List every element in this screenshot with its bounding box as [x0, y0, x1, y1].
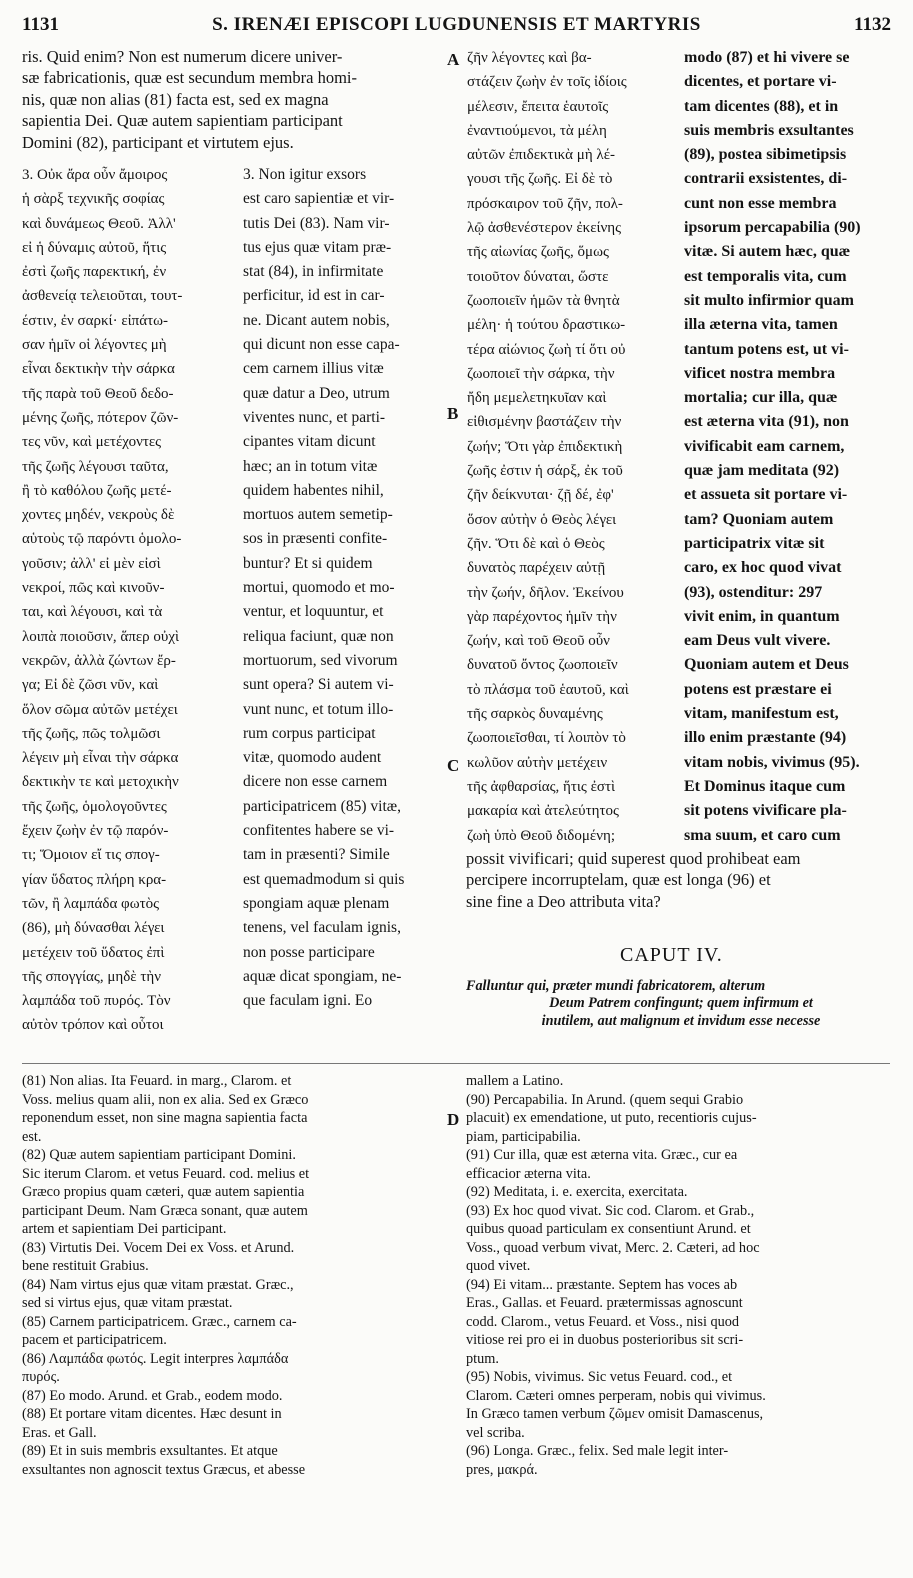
footnote-line: (85) Carnem participatricem. Græc., carnem ca- — [22, 1313, 297, 1330]
footnote-line: Eras., Gallas. et Feuard. prætermissas agnoscunt — [466, 1295, 743, 1311]
footnote-line: participant Deum. Nam Græca sonant, quæ autem — [22, 1202, 308, 1219]
greek-text-line: λέγειν μὴ εἶναι τὴν σάρκα — [22, 750, 179, 767]
footnote-line: (94) Ei vitam... præstante. Septem has voces ab — [466, 1276, 738, 1293]
footnote-line: (88) Et portare vitam dicentes. Hæc desunt in — [22, 1406, 282, 1422]
margin-letter-c: C — [447, 756, 460, 775]
footnote-line: reponendum esset, non sine magna sapientia facta — [22, 1110, 308, 1126]
latin-text-line: quæ datur a Deo, utrum — [243, 384, 390, 402]
greek-text-line: τῆς αἰωνίας ζωῆς, ὅμως — [467, 244, 609, 261]
greek-text-line: τῆς παρὰ τοῦ Θεοῦ δεδο- — [22, 385, 174, 402]
footnote-line: efficacior æterna vita. — [466, 1165, 591, 1182]
footnote-line: est. — [22, 1128, 42, 1145]
latin-text-line: Quoniam autem et Deus — [684, 656, 849, 674]
greek-text-line: μέλη· ἡ τούτου δραστικω- — [467, 317, 626, 334]
running-title: S. IRENÆI EPISCOPI LUGDUNENSIS ET MARTYRIS — [212, 14, 701, 35]
latin-text-line: (89), postea sibimetipsis — [684, 146, 847, 164]
greek-text-line: ἔχειν ζωὴν ἐν τῷ παρόν- — [22, 823, 169, 840]
latin-text-line: sunt opera? Si autem vi- — [243, 676, 394, 694]
footnote-line: Voss. melius quam alii, non ex alia. Sed ex Græco — [22, 1091, 309, 1108]
text-line: sapientia Dei. Quæ autem sapientiam participant — [22, 111, 343, 131]
greek-text-line: ἀσθενείᾳ τελειοῦται, τουτ- — [22, 288, 183, 305]
latin-text-line: sit multo infirmior quam — [684, 291, 854, 309]
footnotes-left-column — [22, 1072, 447, 1479]
greek-text-line: λῷ ἀσθενέστερον ἐκείνης — [467, 220, 622, 237]
latin-text-line: illo enim præstante (94) — [684, 729, 847, 747]
greek-right-column — [467, 46, 667, 848]
latin-middle-column — [243, 163, 443, 1013]
latin-text-line: modo (87) et hi vivere se — [684, 49, 850, 66]
latin-text-line: participatricem (85) vitæ, — [243, 797, 401, 815]
latin-text-line: tenens, vel faculam ignis, — [243, 919, 401, 937]
latin-text-line: participatrix vitæ sit — [684, 534, 825, 552]
latin-text-line: quæ jam meditata (92) — [684, 462, 840, 480]
greek-text-line: τῆς ἀφθαρσίας, ἥτις ἐστὶ — [467, 778, 616, 795]
text-line: nis, quæ non alias (81) facta est, sed ex magna — [22, 89, 329, 109]
greek-text-line: εἰ ἡ δύναμις αὐτοῦ, ἥτις — [22, 239, 167, 256]
latin-text-line: ne. Dicant autem nobis, — [243, 311, 390, 329]
summary-line: Falluntur qui, præter mundi fabricatorem, alterum — [466, 978, 766, 994]
footnote-line: (92) Meditata, i. e. exercita, exercitata. — [466, 1184, 688, 1200]
greek-text-line: ζωοποιεῖν ἡμῶν τὰ θνητὰ — [467, 292, 620, 309]
latin-text-line: sine fine a Deo attributa vita? — [466, 891, 661, 911]
latin-text-line: non posse participare — [243, 943, 375, 961]
footnote-line: ptum. — [466, 1350, 499, 1367]
greek-text-line: αὐτὸν τρόπον καὶ οὗτοι — [22, 1017, 164, 1034]
greek-text-line: τῶν, ἢ λαμπάδα φωτὸς — [22, 895, 160, 912]
latin-right-column — [684, 46, 898, 848]
chapter-summary — [466, 978, 896, 1030]
latin-text-line: vitæ, quomodo audent — [243, 749, 382, 767]
greek-text-line: μετέχειν τοῦ ὕδατος ἐπὶ — [22, 944, 165, 961]
footnote-line: exsultantes non agnoscit textus Græcus, et abesse — [22, 1461, 306, 1478]
latin-text-line: cipantes vitam dicunt — [243, 433, 376, 451]
greek-text-line: ται, καὶ λέγουσι, καὶ τὰ — [22, 604, 163, 621]
greek-text-line: τες νῦν, καὶ μετέχοντες — [22, 434, 162, 451]
latin-text-line: perficitur, id est in car- — [243, 287, 385, 305]
footnote-line: artem et sapientiam Dei participant. — [22, 1221, 227, 1237]
latin-text-line: tam? Quoniam autem — [684, 510, 834, 528]
footnote-line: sed si virtus ejus, quæ vitam præstat. — [22, 1295, 233, 1311]
footnote-line: (84) Nam virtus ejus quæ vitam præstat. Græc., — [22, 1276, 294, 1293]
footnote-line: (96) Longa. Græc., felix. Sed male legit inter- — [466, 1443, 729, 1459]
greek-text-line: στάζειν ζωὴν ἐν τοῖς ἰδίοις — [467, 74, 627, 91]
latin-text-line: reliqua faciunt, quæ non — [243, 627, 394, 645]
greek-text-line: ὅσον αὐτὴν ὁ Θεὸς λέγει — [467, 511, 617, 528]
text-line: Domini (82), participant et virtutem ejus. — [22, 132, 294, 152]
latin-text-line: viventes nunc, et parti- — [243, 408, 386, 426]
footnote-line: Voss., quoad verbum vivat, Merc. 2. Cæteri, ad hoc — [466, 1239, 760, 1256]
footnote-line: Græco propius quam cæteri, quæ autem sapientia — [22, 1184, 305, 1200]
latin-text-line: vificet nostra membra — [684, 364, 836, 382]
greek-text-line: ἤδη μεμελετηκυῖαν καὶ — [467, 390, 607, 407]
latin-text-line: contrarii exsistentes, di- — [684, 170, 848, 188]
greek-text-line: ζωὴ ὑπὸ Θεοῦ διδομένη; — [467, 827, 616, 844]
latin-text-line: vitam nobis, vivimus (95). — [684, 753, 860, 771]
margin-letter-a: A — [447, 50, 460, 69]
latin-text-line: vivit enim, in quantum — [684, 607, 840, 625]
greek-text-line: ζῆν λέγοντες καὶ βα- — [467, 50, 592, 66]
greek-text-line: ζῆν. Ὅτι δὲ καὶ ὁ Θεὸς — [467, 535, 605, 552]
greek-text-line: ζωήν, καὶ τοῦ Θεοῦ οὖν — [467, 633, 610, 650]
greek-text-line: ἐναντιούμενοι, τὰ μέλη — [467, 122, 607, 139]
footnote-line: pres, μακρά. — [466, 1461, 538, 1478]
greek-text-line: νεκρῶν, ἀλλὰ ζώντων ἔρ- — [22, 652, 176, 669]
greek-text-line: εἰθισμένην βαστάζειν τὴν — [467, 414, 622, 431]
greek-text-line: ζωήν; Ὅτι γὰρ ἐπιδεκτικὴ — [467, 438, 623, 455]
greek-text-line: ζῆν δείκνυται· ζῇ δέ, ἐφ' — [467, 487, 614, 504]
greek-text-line: ζωοποιεῖσθαι, τί λοιπὸν τὸ — [467, 730, 626, 747]
latin-text-line: rum corpus participat — [243, 724, 376, 742]
greek-text-line: ἢ τὸ καθόλου ζωῆς μετέ- — [22, 482, 172, 499]
latin-text-line: cunt non esse membra — [684, 194, 837, 212]
chapter-title: CAPUT IV. — [620, 944, 723, 966]
greek-text-line: ζωοποιεῖ τὴν σάρκα, τὴν — [467, 365, 615, 382]
footnote-line: placuit) ex emendatione, ut puto, recentioris cujus- — [466, 1110, 757, 1126]
greek-text-line: τῆς σπογγίας, μηδὲ τὴν — [22, 968, 161, 985]
margin-letter-d: D — [447, 1110, 460, 1129]
greek-text-line: αὐτῶν ἐπιδεκτικὰ μὴ λέ- — [467, 147, 615, 164]
latin-text-line: est quemadmodum si quis — [243, 870, 405, 888]
latin-text-line: est æterna vita (91), non — [684, 413, 849, 431]
greek-text-line: ζωῆς ἐστιν ἡ σάρξ, ἐκ τοῦ — [467, 463, 623, 480]
latin-text-line: est caro sapientiæ et vir- — [243, 190, 395, 208]
greek-text-line: γὰρ παρέχοντος ἡμῖν τὴν — [467, 608, 617, 625]
greek-text-line: γα; Εἰ δὲ ζῶσι νῦν, καὶ — [22, 677, 159, 694]
greek-text-line: τοιοῦτον δύναται, ὥστε — [467, 268, 609, 285]
latin-text-line: mortuorum, sed vivorum — [243, 651, 398, 669]
greek-text-line: δεκτικὴν τε καὶ μετοχικὴν — [22, 774, 179, 791]
latin-text-line: tutis Dei (83). Nam vir- — [243, 214, 390, 232]
latin-top-paragraph — [22, 46, 454, 153]
footnote-line: (91) Cur illa, quæ est æterna vita. Græc., cur ea — [466, 1147, 738, 1163]
latin-text-line: ventur, et loquuntur, et — [243, 603, 384, 621]
latin-text-line: vunt nunc, et totum illo- — [243, 700, 394, 718]
greek-text-line: τῆς ζωῆς, ὁμολογοῦντες — [22, 798, 167, 815]
greek-text-line: ἡ σὰρξ τεχνικῆς σοφίας — [22, 191, 165, 208]
footnote-line: πυρός. — [22, 1369, 60, 1385]
latin-full-width-text — [466, 848, 896, 912]
footnote-line: vitiose rei pro ei in duobus posterioribus sit scri- — [466, 1332, 744, 1348]
greek-text-line: μακαρία καὶ ἀτελεύτητος — [467, 803, 619, 820]
greek-text-line: ἐστὶ ζωῆς παρεκτική, ἐν — [22, 264, 167, 281]
footnote-line: (81) Non alias. Ita Feuard. in marg., Clarom. et — [22, 1073, 292, 1089]
latin-text-line: que faculam igni. Eo — [243, 992, 373, 1010]
greek-text-line: δυνατὸς παρέχειν αὐτῇ — [467, 560, 606, 577]
greek-text-line: γίαν ὕδατος πλήρη κρα- — [22, 871, 167, 888]
footnote-line: vel scriba. — [466, 1424, 525, 1441]
footnote-line: Clarom. Cæteri omnes perperam, nobis qui vivimus. — [466, 1387, 766, 1404]
footnote-line: (82) Quæ autem sapientiam participant Domini. — [22, 1147, 296, 1163]
greek-text-line: νεκροί, πῶς καὶ κινοῦν- — [22, 580, 165, 597]
greek-text-line: μένης ζωῆς, πότερον ζῶν- — [22, 409, 179, 426]
summary-line: inutilem, aut malignum et invidum esse necesse — [541, 1012, 821, 1029]
footnote-line: mallem a Latino. — [466, 1073, 564, 1089]
summary-line: Deum Patrem confingunt; quem infirmum et — [549, 995, 813, 1012]
page-number-right: 1132 — [854, 14, 891, 35]
latin-text-line: (93), ostenditur: 297 — [684, 583, 823, 601]
greek-left-column — [22, 163, 254, 1038]
footnotes-right-column — [466, 1072, 898, 1479]
greek-text-line: κωλῦον αὐτὴν μετέχειν — [467, 754, 608, 771]
latin-text-line: sos in præsenti confite- — [243, 530, 388, 548]
latin-text-line: hæc; an in totum vitæ — [243, 457, 378, 475]
greek-text-line: τὴν ζωήν, δῆλον. Ἐκείνου — [467, 584, 624, 601]
page-number-left: 1131 — [22, 14, 59, 35]
latin-text-line: illa æterna vita, tamen — [684, 316, 838, 334]
latin-text-line: ipsorum percapabilia (90) — [684, 219, 861, 237]
footnote-line: (93) Ex hoc quod vivat. Sic cod. Clarom. et Grab., — [466, 1202, 755, 1219]
latin-text-line: possit vivificari; quid superest quod prohibeat eam — [466, 849, 801, 868]
greek-text-line: γοῦσιν; ἀλλ' εἰ μὲν εἰσὶ — [22, 555, 161, 572]
footnote-line: (95) Nobis, vivimus. Sic vetus Feuard. cod., et — [466, 1369, 733, 1385]
latin-text-line: eam Deus vult vivere. — [684, 632, 831, 650]
greek-text-line: λοιπὰ ποιοῦσιν, ἅπερ οὐχὶ — [22, 628, 180, 645]
footnote-line: Eras. et Gall. — [22, 1424, 97, 1441]
latin-text-line: mortui, quomodo et mo- — [243, 579, 395, 597]
latin-text-line: est temporalis vita, cum — [684, 267, 847, 285]
latin-text-line: Et Dominus itaque cum — [684, 777, 846, 795]
greek-text-line: τέρα αἰώνιος ζωὴ τί ὅτι οὐ — [467, 341, 626, 358]
greek-text-line: πρόσκαιρον τοῦ ζῆν, πολ- — [467, 195, 623, 212]
greek-text-line: σαν ἡμῖν οἱ λέγοντες μὴ — [22, 337, 167, 354]
page-header — [22, 14, 891, 44]
greek-text-line: 3. Οὐκ ἄρα οὖν ἄμοιρος — [22, 167, 168, 183]
footnote-line: (86) Λαμπάδα φωτός. Legit interpres λαμπάδα — [22, 1350, 289, 1367]
latin-text-line: percipere incorruptelam, quæ est longa (96) et — [466, 870, 771, 890]
greek-text-line: μέλεσιν, ἔπειτα ἑαυτοῖς — [467, 98, 609, 115]
greek-text-line: εἶναι δεκτικὴν τὴν σάρκα — [22, 361, 175, 378]
greek-text-line: (86), μὴ δύνασθαι λέγει — [22, 920, 165, 937]
footnote-line: bene restituit Grabius. — [22, 1258, 149, 1274]
latin-text-line: potens est præstare ei — [684, 680, 832, 698]
latin-text-line: cem carnem illius vitæ — [243, 360, 384, 378]
latin-text-line: tus ejus quæ vitam præ- — [243, 238, 392, 256]
latin-text-line: vitam, manifestum est, — [684, 705, 839, 723]
greek-text-line: έστιν, ἐν σαρκί· εἰπάτω- — [22, 312, 168, 329]
greek-text-line: γουσι τῆς ζωῆς. Εἰ δὲ τὸ — [467, 171, 613, 188]
latin-text-line: mortuos autem semetip- — [243, 506, 393, 524]
latin-text-line: buntur? Et si quidem — [243, 554, 373, 572]
greek-text-line: δυνατοῦ ὄντος ζωοποιεῖν — [467, 657, 618, 674]
greek-text-line: τι; Ὅμοιον εἴ τις σπογ- — [22, 847, 160, 864]
latin-text-line: spongiam aquæ plenam — [243, 894, 390, 912]
latin-text-line: qui dicunt non esse capa- — [243, 336, 400, 354]
footnote-line: codd. Clarom., vetus Feuard. et Voss., nisi quod — [466, 1313, 740, 1330]
footnote-line: (90) Percapabilia. In Arund. (quem sequi Grabio — [466, 1091, 744, 1108]
greek-text-line: αὑτοὺς τῷ παρόντι ὁμολο- — [22, 531, 182, 548]
footnote-line: Sic iterum Clarom. et vetus Feuard. cod. melius et — [22, 1165, 310, 1182]
greek-text-line: χοντες μηδέν, νεκροὺς δὲ — [22, 507, 175, 524]
latin-text-line: stat (84), in infirmitate — [243, 263, 384, 281]
footnote-line: pacem et participatricem. — [22, 1332, 167, 1348]
latin-text-line: dicentes, et portare vi- — [684, 73, 837, 91]
footnote-rule — [22, 1063, 890, 1064]
latin-text-line: sit potens vivificare pla- — [684, 802, 847, 820]
latin-text-line: quidem habentes nihil, — [243, 481, 384, 499]
footnote-line: (83) Virtutis Dei. Vocem Dei ex Voss. et Arund. — [22, 1239, 295, 1256]
footnote-line: quibus quoad particulam ex consentiunt Arund. et — [466, 1221, 751, 1237]
footnote-line: quod vivet. — [466, 1258, 531, 1274]
latin-text-line: suis membris exsultantes — [684, 121, 854, 139]
greek-text-line: καὶ δυνάμεως Θεοῦ. Ἀλλ' — [22, 215, 176, 232]
footnote-line: (89) Et in suis membris exsultantes. Et atque — [22, 1443, 278, 1459]
latin-text-line: aquæ dicat spongiam, ne- — [243, 967, 402, 985]
greek-text-line: τῆς σαρκὸς δυναμένης — [467, 706, 603, 723]
latin-text-line: et assueta sit portare vi- — [684, 486, 848, 504]
latin-text-line: tam in præsenti? Simile — [243, 846, 390, 864]
greek-text-line: τὸ πλάσμα τοῦ ἑαυτοῦ, καὶ — [467, 681, 629, 698]
latin-text-line: tantum potens est, ut vi- — [684, 340, 849, 358]
latin-text-line: dicere non esse carnem — [243, 773, 388, 791]
margin-letter-b: B — [447, 404, 459, 423]
greek-text-line: τῆς ζωῆς λέγουσι ταῦτα, — [22, 458, 169, 475]
latin-text-line: confitentes habere se vi- — [243, 822, 395, 840]
footnote-line: (87) Eo modo. Arund. et Grab., eodem modo. — [22, 1387, 283, 1404]
greek-text-line: τῆς ζωῆς, πῶς τολμῶσι — [22, 725, 161, 742]
footnote-line: In Græco tamen verbum ζῶμεν omisit Damascenus, — [466, 1406, 764, 1422]
greek-text-line: λαμπάδα τοῦ πυρός. Τὸν — [22, 993, 171, 1010]
footnote-line: piam, participabilia. — [466, 1128, 581, 1145]
latin-text-line: mortalia; cur illa, quæ — [684, 389, 838, 407]
latin-text-line: vitæ. Si autem hæc, quæ — [684, 243, 851, 261]
latin-text-line: caro, ex hoc quod vivat — [684, 559, 842, 577]
latin-text-line: 3. Non igitur exsors — [243, 166, 367, 183]
latin-text-line: vivificabit eam carnem, — [684, 437, 845, 455]
text-line: sæ fabricationis, quæ est secundum membra homi- — [22, 68, 357, 88]
latin-text-line: sma suum, et caro cum — [684, 826, 841, 844]
text-line: ris. Quid enim? Non est numerum dicere univer- — [22, 47, 343, 66]
greek-text-line: ὅλον σῶμα αὐτῶν μετέχει — [22, 701, 178, 718]
latin-text-line: tam dicentes (88), et in — [684, 97, 839, 115]
